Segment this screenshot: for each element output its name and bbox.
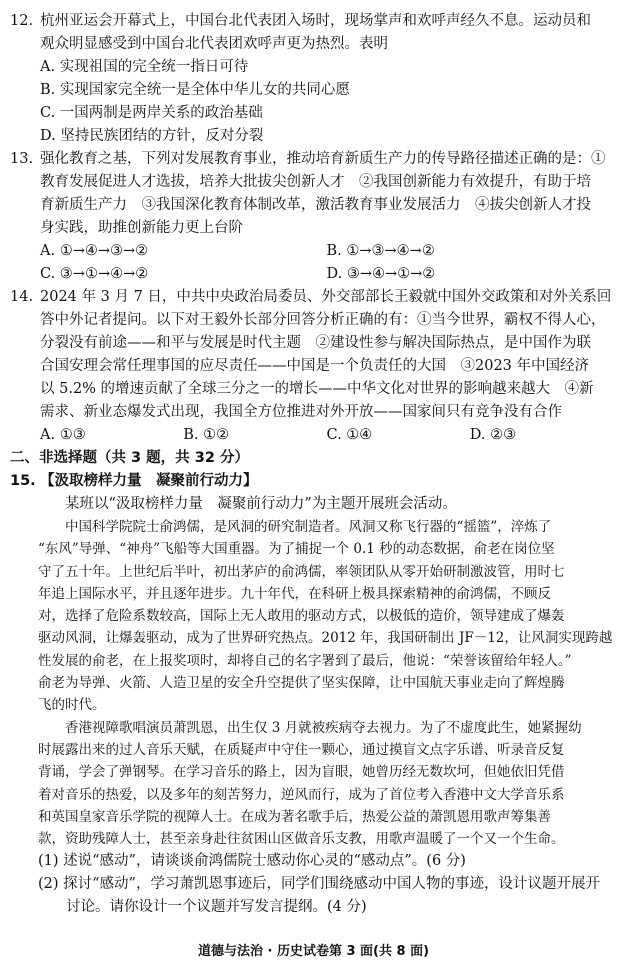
question-stem-line: 合国安理会常任理事国的应尽责任——中国是一个负责任的大国 ③2023 年中国经济	[40, 358, 590, 374]
question-12	[10, 10, 613, 148]
question-stem-line: 需求、新业态爆发式出现，我国全方位推进对外开放——国家间只有竞争没有合作	[40, 404, 562, 420]
question-number: 15.	[10, 473, 36, 489]
option-b: B. ①②	[183, 427, 230, 443]
sub-question-2-line: (2) 探讨“感动”，学习萧凯恩事迹后，同学们围绕感动中国人物的事迹，设计议题开展开	[38, 876, 600, 893]
option-c: C. ①④	[326, 427, 373, 443]
passage-line: 款，资助残障人士，甚至亲身赴往贫困山区做音乐支教，用歌声温暖了一个又一个生命。	[38, 831, 565, 848]
passage-line: 俞老为导弹、火箭、人造卫星的安全升空提供了坚实保障，让中国航天事业走向了辉煌腾	[38, 675, 565, 692]
passage-line: 性发展的俞老，在上报奖项时，却将自己的名字署到了最后，他说：“荣誉该留给年轻人。”	[38, 652, 572, 669]
question-stem-line: 分裂没有前途——和平与发展是时代主题 ②建设性参与解决国际热点，是中国作为联	[40, 335, 591, 351]
option-a: A. ①③	[40, 427, 86, 443]
question-stem-line: 2024 年 3 月 7 日，中共中央政治局委员、外交部部长王毅就中国外交政策和对外关系回	[40, 289, 612, 305]
option-a: A. 实现祖国的完全统一指日可待	[40, 59, 249, 75]
option-d: D. 坚持民族团结的方针，反对分裂	[40, 128, 264, 144]
passage-1	[10, 516, 613, 717]
question-stem-line: 杭州亚运会开幕式上，中国台北代表团入场时，现场掌声和欢呼声经久不息。运动员和	[40, 13, 591, 29]
intro-text: 某班以“汲取榜样力量 凝聚前行动力”为主题开展班会活动。	[65, 496, 457, 512]
question-stem-line: 教育发展促进人才选拔，培养大批拔尖创新人才 ②我国创新能力有效提升，有助于培	[40, 174, 591, 190]
option-d: D. ③→④→①→②	[326, 266, 436, 282]
question-stem-line: 答中外记者提问。以下对王毅外长部分回答分析正确的有：①当今世界，霸权不得人心，	[40, 312, 606, 328]
passage-line: 对，选择了危险系数较高，国际上无人敢用的驱动方式，以极低的造价，领导建成了爆轰	[38, 608, 565, 625]
option-a: A. ①→④→③→②	[40, 243, 149, 259]
passage-line: 中国科学院院士俞鸿儒，是风洞的研究制造者。风洞又称飞行器的“摇篮”，淬炼了	[65, 519, 552, 535]
question-14	[10, 286, 613, 447]
page-footer: 道德与法治 · 历史试卷第 3 面(共 8 面)	[197, 944, 430, 959]
question-stem-line: 身实践，助推创新能力更上台阶	[40, 220, 243, 236]
question-13	[10, 148, 613, 286]
sub-questions	[10, 850, 613, 919]
passage-line: 守了五十年。上世纪后半叶，初出茅庐的俞鸿儒，率领团队从零开始研制激波管，用时七	[38, 563, 565, 580]
options-grid	[40, 240, 613, 286]
passage-line: 香港视障歌唱演员萧凯恩，出生仅 3 月就被疾病夺去视力。为了不虚度此生，她紧握幼	[65, 719, 582, 736]
passage-line: 和英国皇家音乐学院的视障人士。在成为著名歌手后，热爱公益的萧凯恩用歌声筹集善	[38, 808, 551, 825]
question-stem-line: 强化教育之基，下列对发展教育事业，推动培育新质生产力的传导路径描述正确的是：①	[40, 151, 606, 167]
question-number: 14.	[10, 289, 34, 305]
option-c: C. 一国两制是两岸关系的政治基础	[40, 105, 263, 121]
option-b: B. ①→③→④→②	[326, 243, 435, 259]
sub-question-2-line: 讨论。请你设计一个议题并写发言提纲。(4 分)	[66, 899, 367, 916]
passage-line: 飞的时代。	[38, 697, 106, 714]
question-stem-line: 观众明显感受到中国台北代表团欢呼声更为热烈。表明	[40, 36, 388, 52]
question-number: 12.	[10, 13, 34, 29]
passage-line: 时展露出来的过人音乐天赋，在质疑声中守住一颗心，通过摸盲文点字乐谱、听录音反复	[38, 741, 565, 758]
question-title: 【汲取榜样力量 凝聚前行动力】	[40, 473, 258, 489]
question-15	[10, 470, 613, 493]
question-number: 13.	[10, 151, 34, 167]
passage-2	[10, 717, 613, 851]
passage-line: 背诵，学会了弹钢琴。在学习音乐的路上，因为盲眼，她曾历经无数坎坷，但她依旧凭借	[38, 764, 565, 781]
passage-line: 着对音乐的热爱，以及多年的刻苦努力，逆风而行，成为了首位考入香港中文大学音乐系	[38, 786, 565, 803]
option-c: C. ③→①→④→②	[40, 266, 149, 282]
passage-line: 驱动风洞，让爆轰驱动，成为了世界研究热点。2012 年，我国研制出 JF－12，让风洞实现跨越	[38, 630, 613, 647]
sub-question-1: (1) 述说“感动”，请谈谈俞鸿儒院士感动你心灵的“感动点”。(6 分)	[38, 853, 466, 870]
section-heading: 二、非选择题（共 3 题，共 32 分）	[10, 450, 249, 466]
question-stem-line: 育新质生产力 ③我国深化教育体制改革，激活教育事业发展活力 ④拔尖创新人才投	[40, 197, 591, 213]
question-15-body	[10, 493, 613, 919]
passage-line: 年追上国际水平，并且逐年进步。九十年代，在科研上极具探索精神的俞鸿儒，不顾反	[38, 585, 551, 602]
option-b: B. 实现国家完全统一是全体中华儿女的共同心愿	[40, 82, 350, 98]
options-grid	[40, 424, 613, 447]
option-d: D. ②③	[469, 427, 517, 443]
question-stem-line: 以 5.2% 的增速贡献了全球三分之一的增长——中华文化对世界的影响越来越大 ④新	[40, 381, 594, 397]
passage-line: “东风”导弹、“神舟”飞船等大国重器。为了捕捉一个 0.1 秒的动态数据，俞老在岗位坚	[38, 541, 555, 558]
